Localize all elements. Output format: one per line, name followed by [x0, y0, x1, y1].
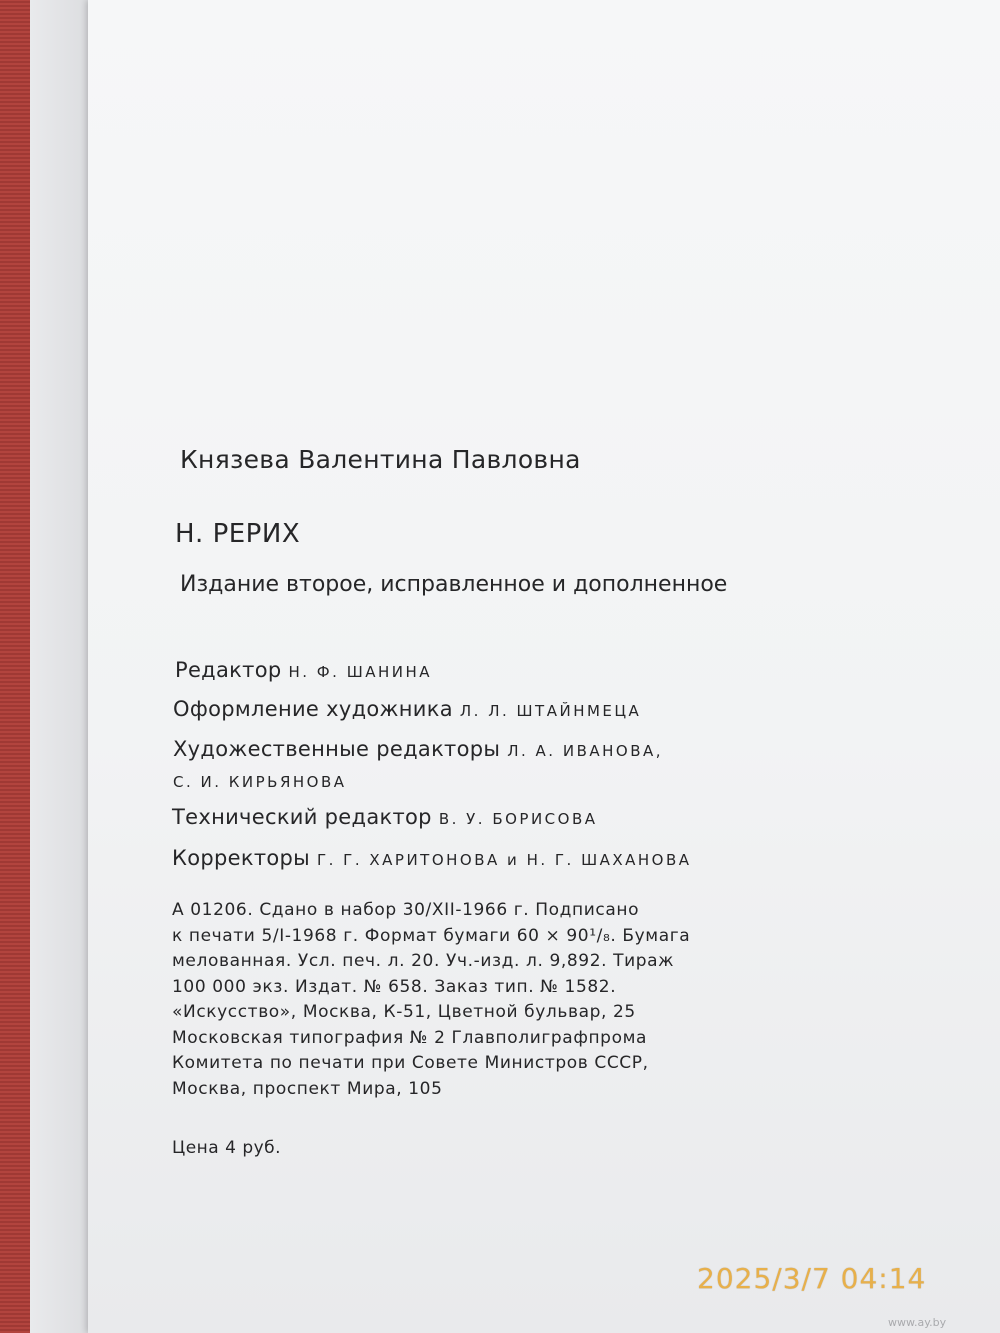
imprint-line: мелованная. Усл. печ. л. 20. Уч.-изд. л. 9,892. Тираж [172, 951, 675, 971]
credit-label: Оформление художника [173, 697, 453, 721]
credit-label: Технический редактор [172, 805, 432, 829]
edition-note: Издание второе, исправленное и дополненное [180, 572, 728, 597]
imprint-line: «Искусство», Москва, К-51, Цветной бульвар, 25 [172, 1002, 636, 1022]
credit-name: Л. А. ИВАНОВА, [507, 742, 664, 760]
credit-label: Корректоры [172, 846, 311, 870]
credit-art-editors [173, 737, 663, 761]
credit-label: Редактор [175, 658, 282, 682]
credit-name: С. И. КИРЬЯНОВА [173, 773, 347, 791]
credit-design [173, 697, 641, 721]
price: Цена 4 руб. [172, 1138, 282, 1158]
imprint-line: Комитета по печати при Совете Министров СССР, [172, 1053, 649, 1073]
author-name: Князева Валентина Павловна [180, 445, 581, 474]
credit-tech-editor [172, 805, 598, 829]
credit-proofreaders [172, 846, 692, 870]
imprint-line: Москва, проспект Мира, 105 [172, 1078, 443, 1099]
credit-art-editors-cont [173, 768, 347, 792]
imprint-line: 100 000 экз. Издат. № 658. Заказ тип. № 1582. [172, 976, 617, 997]
credit-name: Н. Ф. ШАНИНА [288, 663, 433, 681]
imprint-block [172, 898, 690, 1102]
imprint-line: Московская типография № 2 Главполиграфпрома [172, 1027, 648, 1048]
book-spine [0, 0, 30, 1333]
book-title: Н. РЕРИХ [175, 519, 301, 549]
credit-name: Л. Л. ШТАЙНМЕЦА [459, 702, 642, 720]
inner-cover-board [30, 0, 90, 1333]
site-watermark: www.ay.by [888, 1316, 947, 1329]
credit-name: Г. Г. ХАРИТОНОВА и Н. Г. ШАХАНОВА [317, 851, 692, 869]
photo-timestamp: 2025/3/7 04:14 [697, 1262, 927, 1295]
credit-name: В. У. БОРИСОВА [438, 810, 598, 828]
imprint-line: А 01206. Сдано в набор 30/XII-1966 г. Подписано [172, 900, 640, 920]
credit-label: Художественные редакторы [173, 737, 501, 761]
imprint-line: к печати 5/I-1968 г. Формат бумаги 60 × 90¹/₈. Бумага [172, 925, 691, 946]
credit-editor [175, 658, 432, 682]
